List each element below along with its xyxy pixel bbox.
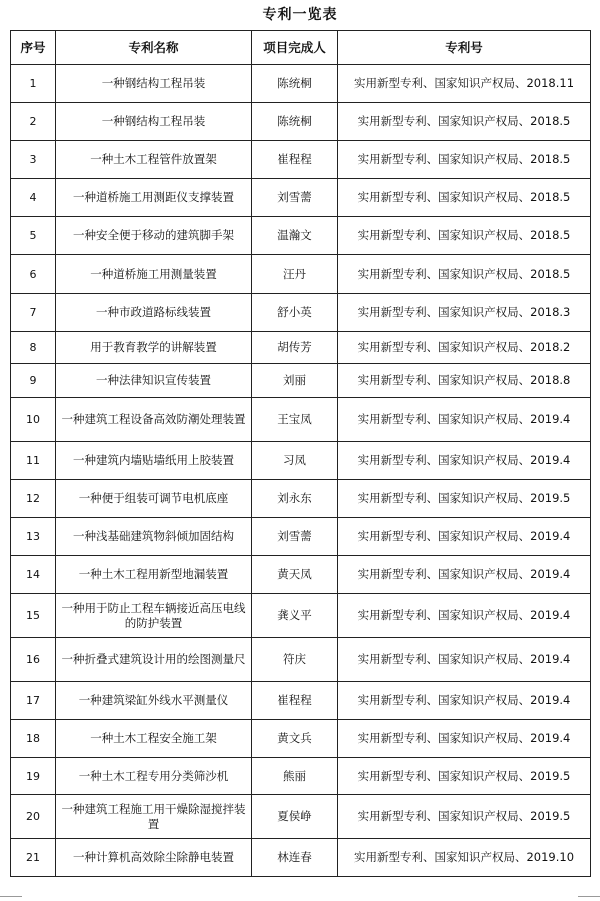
table-row <box>11 179 591 217</box>
row-person: 崔程程 <box>252 682 338 720</box>
row-patent-name: 一种钢结构工程吊装 <box>56 103 252 141</box>
row-patent-no: 实用新型专利、国家知识产权局、2018.5 <box>338 103 591 141</box>
row-person: 舒小英 <box>252 294 338 332</box>
row-index: 10 <box>11 398 56 442</box>
patent-table <box>10 30 591 877</box>
row-index: 20 <box>11 795 56 839</box>
table-row <box>11 141 591 179</box>
row-patent-no: 实用新型专利、国家知识产权局、2018.3 <box>338 294 591 332</box>
table-row <box>11 103 591 141</box>
table-row <box>11 638 591 682</box>
row-patent-name: 一种钢结构工程吊装 <box>56 65 252 103</box>
table-row <box>11 839 591 877</box>
row-person: 刘永东 <box>252 480 338 518</box>
row-person: 刘雪薷 <box>252 179 338 217</box>
row-patent-no: 实用新型专利、国家知识产权局、2019.4 <box>338 720 591 758</box>
table-row <box>11 682 591 720</box>
row-patent-no: 实用新型专利、国家知识产权局、2018.11 <box>338 65 591 103</box>
row-person: 黄文兵 <box>252 720 338 758</box>
row-patent-no: 实用新型专利、国家知识产权局、2019.4 <box>338 398 591 442</box>
row-person: 习凤 <box>252 442 338 480</box>
table-row <box>11 65 591 103</box>
row-person: 温瀚文 <box>252 217 338 255</box>
row-index: 11 <box>11 442 56 480</box>
row-patent-name: 一种土木工程专用分类筛沙机 <box>56 758 252 795</box>
row-index: 15 <box>11 594 56 638</box>
row-patent-name: 一种计算机高效除尘除静电装置 <box>56 839 252 877</box>
row-patent-name: 一种建筑工程施工用干燥除湿搅拌装置 <box>56 795 252 839</box>
table-row <box>11 720 591 758</box>
row-patent-name: 用于教育教学的讲解装置 <box>56 332 252 364</box>
table-row <box>11 398 591 442</box>
row-patent-name: 一种法律知识宣传装置 <box>56 364 252 398</box>
row-person: 胡传芳 <box>252 332 338 364</box>
table-row <box>11 518 591 556</box>
row-person: 符庆 <box>252 638 338 682</box>
row-person: 龚义平 <box>252 594 338 638</box>
table-row <box>11 556 591 594</box>
row-patent-no: 实用新型专利、国家知识产权局、2019.4 <box>338 442 591 480</box>
row-patent-name: 一种市政道路标线装置 <box>56 294 252 332</box>
row-index: 8 <box>11 332 56 364</box>
row-patent-name: 一种用于防止工程车辆接近高压电线的防护装置 <box>56 594 252 638</box>
table-row <box>11 294 591 332</box>
row-index: 2 <box>11 103 56 141</box>
row-patent-no: 实用新型专利、国家知识产权局、2018.5 <box>338 141 591 179</box>
row-person: 崔程程 <box>252 141 338 179</box>
row-index: 12 <box>11 480 56 518</box>
row-index: 17 <box>11 682 56 720</box>
row-patent-name: 一种建筑梁缸外线水平测量仪 <box>56 682 252 720</box>
page-corner-right <box>578 896 600 901</box>
table-row <box>11 795 591 839</box>
row-person: 汪丹 <box>252 255 338 294</box>
row-patent-no: 实用新型专利、国家知识产权局、2019.4 <box>338 638 591 682</box>
row-patent-no: 实用新型专利、国家知识产权局、2019.4 <box>338 594 591 638</box>
header-person: 项目完成人 <box>252 31 338 65</box>
table-row <box>11 217 591 255</box>
row-patent-name: 一种土木工程安全施工架 <box>56 720 252 758</box>
page-corner-left <box>0 896 22 901</box>
row-person: 刘雪薷 <box>252 518 338 556</box>
table-row <box>11 255 591 294</box>
row-patent-no: 实用新型专利、国家知识产权局、2018.2 <box>338 332 591 364</box>
table-row <box>11 442 591 480</box>
row-index: 16 <box>11 638 56 682</box>
table-header-row <box>11 31 591 65</box>
row-patent-no: 实用新型专利、国家知识产权局、2019.5 <box>338 758 591 795</box>
row-patent-name: 一种安全便于移动的建筑脚手架 <box>56 217 252 255</box>
row-person: 黄天凤 <box>252 556 338 594</box>
row-patent-name: 一种建筑工程设备高效防潮处理装置 <box>56 398 252 442</box>
row-index: 18 <box>11 720 56 758</box>
row-person: 熊丽 <box>252 758 338 795</box>
row-person: 陈统桐 <box>252 103 338 141</box>
row-patent-no: 实用新型专利、国家知识产权局、2019.5 <box>338 795 591 839</box>
table-row <box>11 480 591 518</box>
table-row <box>11 758 591 795</box>
row-index: 21 <box>11 839 56 877</box>
row-index: 4 <box>11 179 56 217</box>
header-name: 专利名称 <box>56 31 252 65</box>
row-patent-name: 一种土木工程管件放置架 <box>56 141 252 179</box>
row-patent-name: 一种便于组装可调节电机底座 <box>56 480 252 518</box>
table-row <box>11 594 591 638</box>
row-patent-no: 实用新型专利、国家知识产权局、2018.8 <box>338 364 591 398</box>
row-patent-no: 实用新型专利、国家知识产权局、2019.5 <box>338 480 591 518</box>
row-patent-name: 一种道桥施工用测距仪支撑装置 <box>56 179 252 217</box>
row-index: 7 <box>11 294 56 332</box>
header-patent-no: 专利号 <box>338 31 591 65</box>
row-patent-no: 实用新型专利、国家知识产权局、2018.5 <box>338 255 591 294</box>
row-patent-name: 一种道桥施工用测量装置 <box>56 255 252 294</box>
row-patent-no: 实用新型专利、国家知识产权局、2019.10 <box>338 839 591 877</box>
row-person: 林连春 <box>252 839 338 877</box>
row-patent-no: 实用新型专利、国家知识产权局、2019.4 <box>338 556 591 594</box>
table-row <box>11 364 591 398</box>
row-patent-name: 一种浅基础建筑物斜倾加固结构 <box>56 518 252 556</box>
row-patent-name: 一种折叠式建筑设计用的绘图测量尺 <box>56 638 252 682</box>
row-patent-name: 一种土木工程用新型地漏装置 <box>56 556 252 594</box>
header-index: 序号 <box>11 31 56 65</box>
row-index: 6 <box>11 255 56 294</box>
row-index: 1 <box>11 65 56 103</box>
table-row <box>11 332 591 364</box>
row-patent-no: 实用新型专利、国家知识产权局、2019.4 <box>338 682 591 720</box>
table-body <box>11 65 591 877</box>
row-person: 夏侯峥 <box>252 795 338 839</box>
row-person: 陈统桐 <box>252 65 338 103</box>
row-index: 19 <box>11 758 56 795</box>
row-patent-name: 一种建筑内墙贴墙纸用上胶装置 <box>56 442 252 480</box>
row-index: 14 <box>11 556 56 594</box>
row-patent-no: 实用新型专利、国家知识产权局、2018.5 <box>338 179 591 217</box>
page-title: 专利一览表 <box>262 7 338 23</box>
row-index: 3 <box>11 141 56 179</box>
row-person: 王宝凤 <box>252 398 338 442</box>
row-index: 9 <box>11 364 56 398</box>
row-patent-no: 实用新型专利、国家知识产权局、2018.5 <box>338 217 591 255</box>
row-index: 13 <box>11 518 56 556</box>
row-patent-no: 实用新型专利、国家知识产权局、2019.4 <box>338 518 591 556</box>
row-person: 刘丽 <box>252 364 338 398</box>
row-index: 5 <box>11 217 56 255</box>
